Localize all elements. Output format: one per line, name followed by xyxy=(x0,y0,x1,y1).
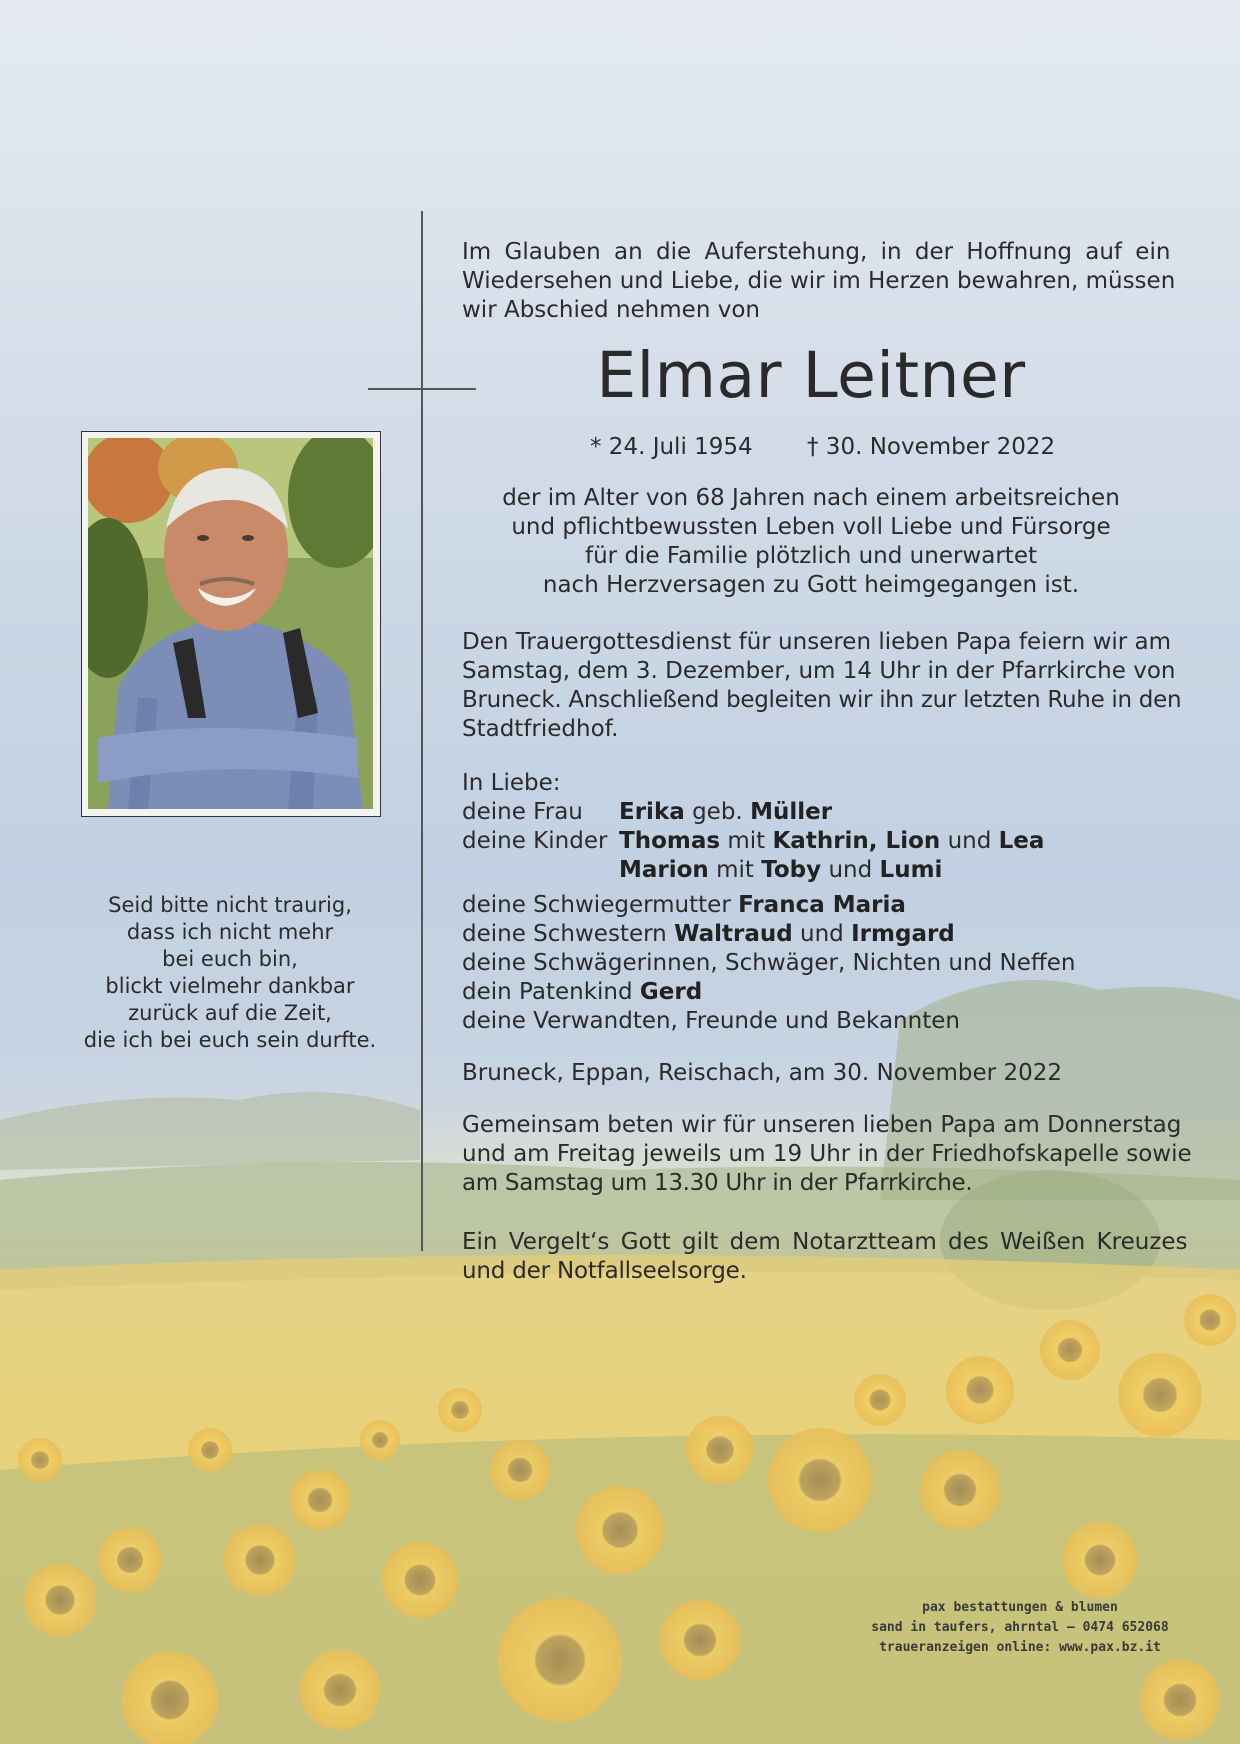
thanks-line: und der Notfallseelsorge. xyxy=(462,1258,747,1284)
poem-line: blickt vielmehr dankbar xyxy=(105,974,355,998)
poem-line: zurück auf die Zeit, xyxy=(128,1001,332,1025)
service-line: Samstag, dem 3. Dezember, um 14 Uhr in der Pfarrkirche von xyxy=(462,658,1176,684)
sisters-label: deine Schwestern xyxy=(462,921,675,947)
mother-in-law-label: deine Schwiegermutter xyxy=(462,892,739,918)
poem xyxy=(60,892,400,1054)
deceased-name: Elmar Leitner xyxy=(596,339,1026,412)
connector: und xyxy=(792,921,852,947)
child-entry xyxy=(619,856,942,885)
service-line: Stadtfriedhof. xyxy=(462,716,619,742)
cross-vertical-line xyxy=(421,211,423,1251)
birth-date: * 24. Juli 1954 xyxy=(590,434,753,460)
thanks-text xyxy=(462,1228,1188,1286)
passing-line: der im Alter von 68 Jahren nach einem arbeitsreichen xyxy=(502,485,1120,511)
sister-name: Irmgard xyxy=(851,921,955,947)
godchild-name: Gerd xyxy=(639,979,703,1005)
poem-line: dass ich nicht mehr xyxy=(126,920,334,944)
family-heading: In Liebe: xyxy=(462,770,561,796)
intro-line: Im Glauben an die Auferstehung, in der Hoffnung auf ein xyxy=(462,239,1171,265)
sisters-entry xyxy=(462,920,955,949)
wife-maiden-name: Müller xyxy=(750,799,833,825)
connector: und xyxy=(940,828,999,854)
passing-line: nach Herzversagen zu Gott heimgegangen ist. xyxy=(542,572,1080,598)
portrait-frame xyxy=(81,431,381,817)
prayer-line: am Samstag um 13.30 Uhr in der Pfarrkirche. xyxy=(462,1170,973,1196)
prayer-line: Gemeinsam beten wir für unseren lieben Papa am Donnerstag xyxy=(462,1112,1182,1138)
service-line: Bruneck. Anschließend begleiten wir ihn zur letzten Ruhe in den xyxy=(462,687,1182,713)
sister-name: Waltraud xyxy=(674,921,793,947)
thanks-line: Ein Vergelt‘s Gott gilt dem Notarztteam des Weißen Kreuzes xyxy=(462,1229,1188,1255)
place-date-line: Bruneck, Eppan, Reischach, am 30. November 2022 xyxy=(462,1060,1062,1086)
service-text xyxy=(462,628,1182,744)
prayer-line: und am Freitag jeweils um 19 Uhr in der Friedhofskapelle sowie xyxy=(462,1141,1192,1167)
wife-entry xyxy=(619,798,832,827)
passing-line: für die Familie plötzlich und unerwartet xyxy=(585,543,1037,569)
undertaker-footer xyxy=(840,1598,1200,1658)
child-name: Marion xyxy=(619,857,709,883)
relatives-line: deine Verwandten, Freunde und Bekannten xyxy=(462,1008,960,1034)
children-label: deine Kinder xyxy=(462,828,608,854)
poem-line: bei euch bin, xyxy=(162,947,298,971)
wife-name: Erika xyxy=(619,799,685,825)
wife-geb: geb. xyxy=(684,799,751,825)
place-date xyxy=(462,1059,1160,1088)
intro-line: Wiedersehen und Liebe, die wir im Herzen bewahren, müssen xyxy=(462,268,1176,294)
mother-in-law-entry xyxy=(462,891,906,920)
family-list xyxy=(462,769,1160,1036)
child-entry xyxy=(619,827,1044,856)
wife-label: deine Frau xyxy=(462,799,583,825)
connector: mit xyxy=(708,857,762,883)
passing-line: und pflichtbewussten Leben voll Liebe und Fürsorge xyxy=(511,514,1111,540)
intro-text xyxy=(462,238,1176,325)
connector: mit xyxy=(720,828,773,854)
partner-names: Kathrin, Lion xyxy=(772,828,941,854)
grandchild-name: Lea xyxy=(998,828,1045,854)
footer-line: pax bestattungen & blumen xyxy=(922,1600,1118,1615)
poem-line: Seid bitte nicht traurig, xyxy=(108,893,352,917)
grandchild-name: Lumi xyxy=(879,857,943,883)
mother-in-law-name: Franca Maria xyxy=(738,892,906,918)
passing-text xyxy=(462,484,1160,600)
godchild-entry xyxy=(462,978,702,1007)
in-laws-line: deine Schwägerinnen, Schwäger, Nichten und Neffen xyxy=(462,950,1076,976)
intro-line: wir Abschied nehmen von xyxy=(462,297,760,323)
footer-line: traueranzeigen online: www.pax.bz.it xyxy=(879,1640,1161,1655)
prayer-text xyxy=(462,1111,1192,1198)
service-line: Den Trauergottesdienst für unseren lieben Papa feiern wir am xyxy=(462,629,1172,655)
portrait-photo xyxy=(88,438,373,809)
death-date: † 30. November 2022 xyxy=(807,434,1056,460)
child-name: Thomas xyxy=(619,828,721,854)
godchild-label: dein Patenkind xyxy=(462,979,640,1005)
cross-horizontal-line xyxy=(368,388,476,390)
partner-name: Toby xyxy=(761,857,822,883)
footer-line: sand in taufers, ahrntal – 0474 652068 xyxy=(871,1620,1169,1635)
connector: und xyxy=(821,857,880,883)
poem-line: die ich bei euch sein durfte. xyxy=(83,1028,377,1052)
